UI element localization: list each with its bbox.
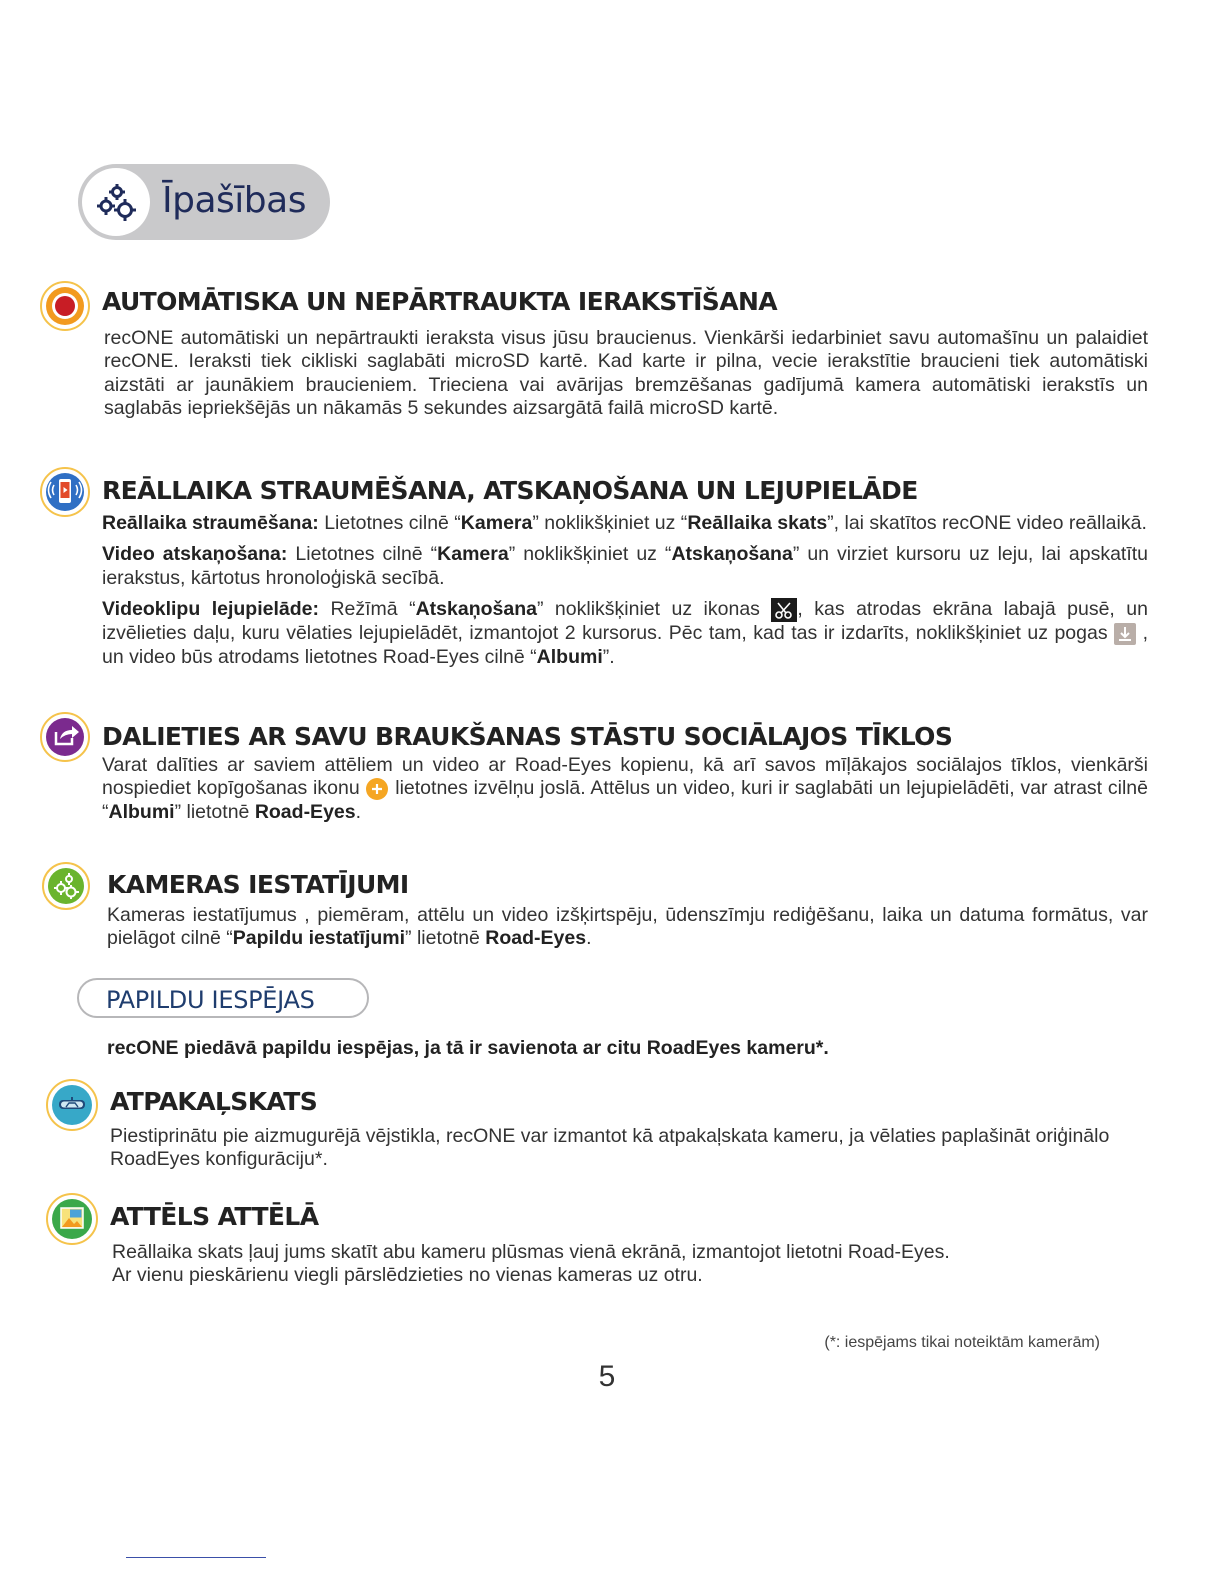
- section-title: DALIETIES AR SAVU BRAUKŠANAS STĀSTU SOCIĀLAJOS TĪKLOS: [102, 722, 953, 751]
- section-body: [112, 1241, 1112, 1288]
- share-icon: [40, 712, 90, 762]
- share-plus-icon: [365, 777, 389, 801]
- phone-video-icon: [40, 467, 90, 517]
- extras-heading-text: PAPILDU IESPĒJAS: [106, 986, 315, 1014]
- page-header: [78, 164, 330, 240]
- section-body: [102, 512, 1148, 677]
- paragraph: Varat dalīties ar saviem attēliem un video ar Road-Eyes kopienu, kā arī savos mīļākajos sociālajos tīklos, vienkārši nospiediet kopīgošanas ikonu lietotnes izvēlņu joslā. Attēlus un video, kuri ir saglabāti un lejupielādēti, var atrast cilnē “Albumi” lietotnē Road-Eyes.: [102, 754, 1148, 824]
- paragraph-live-streaming: Reāllaika straumēšana: Lietotnes cilnē “Kamera” noklikšķiniet uz “Reāllaika skats”, lai skatītos recONE video reāllaikā.: [102, 512, 1147, 534]
- label: Videoklipu lejupielāde:: [102, 598, 319, 621]
- paragraph-line: Reāllaika skats ļauj jums skatīt abu kameru plūsmas vienā ekrānā, izmantojot lietotni Road-Eyes.: [112, 1241, 950, 1263]
- paragraph-playback: Video atskaņošana: Lietotnes cilnē “Kamera” noklikšķiniet uz “Atskaņošana” un virziet kursoru uz leju, lai apskatītu ierakstus, kārtotus hronoloģiskā secībā.: [102, 543, 1149, 589]
- download-button-icon: [1114, 623, 1136, 645]
- section-title: AUTOMĀTISKA UN NEPĀRTRAUKTA IERAKSTĪŠANA: [102, 287, 778, 316]
- extras-heading: [77, 978, 369, 1018]
- extras-intro: recONE piedāvā papildu iespējas, ja tā ir savienota ar citu RoadEyes kameru*.: [107, 1037, 829, 1059]
- section-title: ATTĒLS ATTĒLĀ: [110, 1202, 319, 1231]
- footer-rule: [126, 1557, 266, 1558]
- rearview-mirror-icon: [46, 1079, 98, 1131]
- page-number: 5: [598, 1360, 616, 1393]
- section-body: [102, 754, 1148, 833]
- section-title: ATPAKAĻSKATS: [110, 1087, 318, 1116]
- gears-icon: [92, 180, 140, 226]
- settings-gears-icon: [42, 862, 90, 910]
- paragraph: Kameras iestatījumus , piemēram, attēlu un video izšķirtspēju, ūdenszīmju rediģēšanu, laika un datuma formātus, var pielāgot cilnē “Papildu iestatījumi” lietotnē Road-Eyes.: [107, 904, 1148, 950]
- section-body: [107, 904, 1148, 959]
- paragraph: recONE automātiski un nepārtraukti ieraksta visus jūsu braucienus. Vienkārši iedarbiniet savu automašīnu un palaidiet recONE. Ieraksti tiek cikliski saglabāti microSD kartē. Kad karte ir pilna, vecie ierakstītie braucieni tiek automātiski aizstāti ar jaunākiem braucieniem. Trieciena vai avārijas bremzēšanas gadījumā kamera automātiski ierakstīs un saglabās iepriekšējās un nākamās 5 sekundes aizsargātā failā microSD kartē.: [104, 327, 1148, 420]
- section-body: [110, 1125, 1110, 1180]
- trim-scissors-icon: [771, 598, 797, 622]
- label: Video atskaņošana:: [102, 543, 288, 566]
- paragraph: Piestiprinātu pie aizmugurējā vējstikla, recONE var izmantot kā atpakaļskata kameru, ja vēlaties paplašināt oriģinālo RoadEyes konfigurāciju*.: [110, 1125, 1110, 1171]
- footnote: (*: iespējams tikai noteiktām kamerām): [824, 1334, 1100, 1351]
- paragraph-line: Ar vienu pieskārienu viegli pārslēdzieties no vienas kameras uz otru.: [112, 1264, 703, 1287]
- gears-icon-circle: [82, 168, 150, 236]
- picture-in-picture-icon: [46, 1193, 98, 1245]
- section-title: REĀLLAIKA STRAUMĒŠANA, ATSKAŅOŠANA UN LEJUPIELĀDE: [102, 476, 918, 505]
- page-title: Īpašības: [162, 180, 306, 221]
- section-body: [104, 327, 1148, 429]
- record-icon: [40, 281, 90, 331]
- label: Reāllaika straumēšana:: [102, 512, 319, 534]
- paragraph-download: Videoklipu lejupielāde: Režīmā “Atskaņošana” noklikšķiniet uz ikonas , kas atrodas ekrāna labajā pusē, un izvēlieties daļu, kuru vēlaties lejupielādēt, izmantojot 2 kursorus. Pēc tam, kad tas ir izdarīts, noklikšķiniet uz pogas , un video būs atrodams lietotnes Road-Eyes cilnē “Albumi”.: [102, 598, 1148, 668]
- section-title: KAMERAS IESTATĪJUMI: [107, 870, 409, 899]
